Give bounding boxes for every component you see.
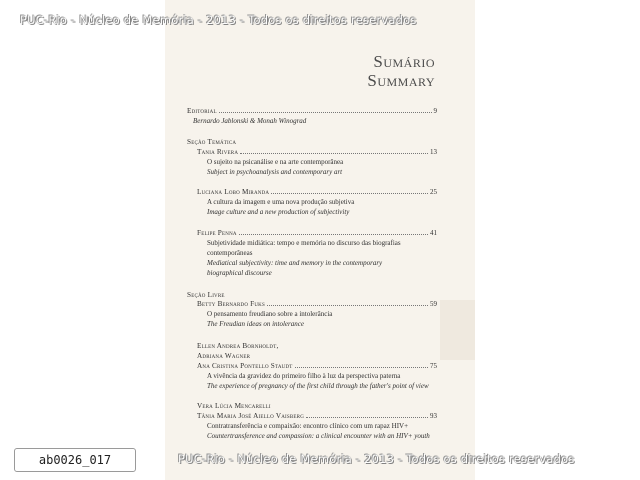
image-id-label: ab0026_017	[14, 448, 136, 472]
toc-entry: Tânia Maria José Aiello Vaisberg 93	[197, 412, 437, 420]
toc-entry: Betty Bernardo Fuks 59	[197, 300, 437, 308]
entry-title-en: The Freudian ideas on intolerance	[207, 320, 304, 328]
entry-title-en: Image culture and a new production of subjectivity	[207, 208, 350, 216]
toc-entry: Tania Rivera 13	[197, 148, 437, 156]
toc-heading	[367, 52, 435, 90]
entry-title-pt: A cultura da imagem e uma nova produção subjetiva	[207, 198, 355, 206]
watermark-top: PUC-Rio - Núcleo de Memória - 2013 - Todos os direitos reservados	[20, 13, 417, 27]
toc-entry-editorial: Editorial 9	[187, 107, 437, 115]
entry-author: Adriana Wagner	[197, 352, 251, 360]
entry-title-en: The experience of pregnancy of the first child through the father's point of view	[207, 382, 429, 390]
entry-title-pt: A vivência da gravidez do primeiro filho à luz da perspectiva paterna	[207, 372, 401, 380]
entry-title-en-cont: biographical discourse	[207, 269, 272, 277]
page-edge-shadow	[440, 300, 475, 360]
entry-title-en: Subject in psychoanalysis and contemporary art	[207, 168, 343, 176]
entry-title-pt-cont: contemporâneas	[207, 249, 253, 257]
entry-title-pt: O sujeito na psicanálise e na arte contemporânea	[207, 158, 344, 166]
editorial-authors: Bernardo Jablonski & Monah Winograd	[193, 117, 307, 125]
heading-en: Summary	[367, 71, 435, 90]
entry-author: Vera Lúcia Mencarelli	[197, 402, 271, 410]
entry-title-pt: Contratransferência e compaixão: encontro clínico com um rapaz HIV+	[207, 422, 409, 430]
section-tematica: Seção Temática	[187, 138, 237, 146]
entry-title-pt: Subjetividade midiática: tempo e memória no discurso das biografias	[207, 239, 401, 247]
toc-entry: Felipe Penna 41	[197, 229, 437, 237]
entry-title-en: Mediatical subjectivity: time and memory in the contemporary	[207, 259, 383, 267]
section-livre: Seção Livre	[187, 291, 225, 299]
entry-title-en: Countertransference and compassion: a clinical encounter with an HIV+ youth	[207, 432, 430, 440]
entry-title-pt: O pensamento freudiano sobre a intolerância	[207, 310, 333, 318]
entry-author: Ellen Andrea Bornholdt,	[197, 342, 279, 350]
toc-entry: Ana Cristina Pontello Staudt 75	[197, 362, 437, 370]
toc-entry: Luciana Lobo Miranda 25	[197, 188, 437, 196]
heading-pt: Sumário	[373, 52, 435, 71]
watermark-bottom: PUC-Rio - Núcleo de Memória - 2013 - Todos os direitos reservados	[178, 452, 575, 466]
